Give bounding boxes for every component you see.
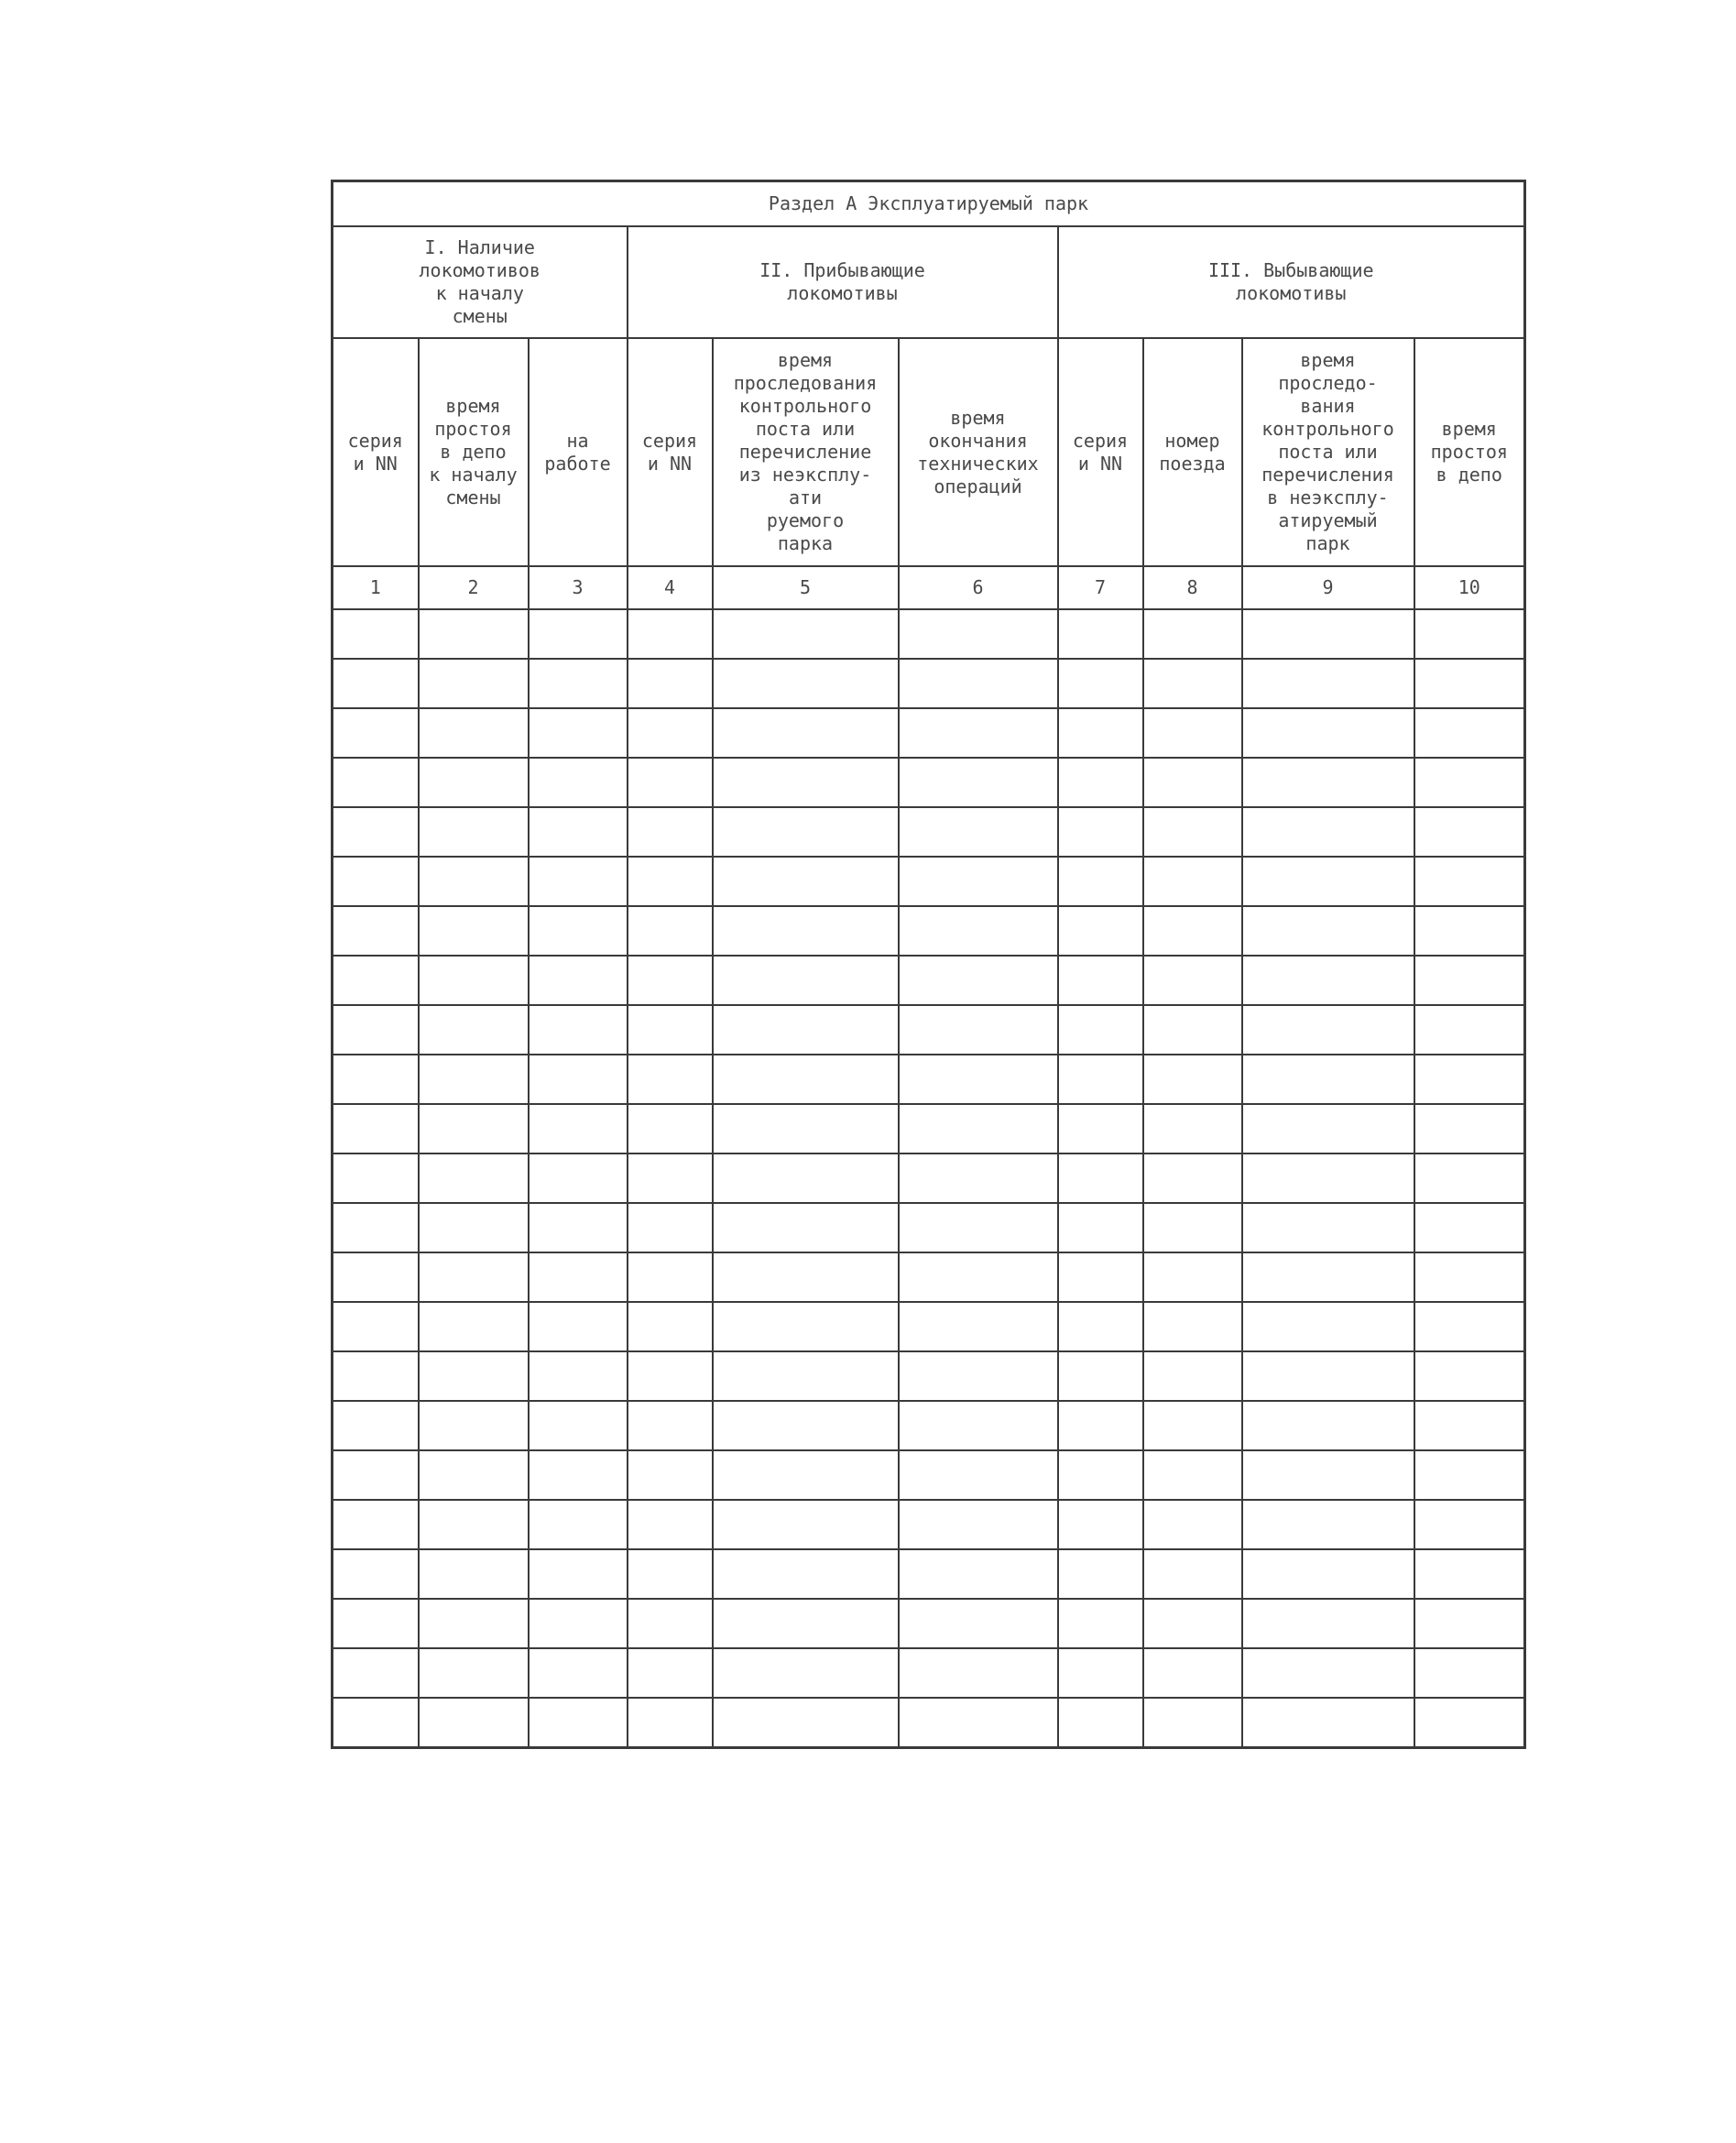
table-row (333, 758, 1525, 807)
empty-entry-cell (713, 758, 899, 807)
empty-entry-cell (529, 1055, 628, 1104)
empty-entry-cell (628, 609, 713, 659)
empty-entry-cell (1414, 906, 1525, 956)
empty-entry-cell (1143, 1450, 1242, 1500)
empty-entry-cell (419, 857, 529, 906)
empty-entry-cell (899, 1698, 1058, 1748)
empty-entry-cell (1242, 1648, 1414, 1698)
empty-entry-cell (713, 906, 899, 956)
empty-entry-cell (1414, 1154, 1525, 1203)
empty-entry-cell (1414, 1500, 1525, 1549)
empty-entry-cell (529, 857, 628, 906)
table-row (333, 708, 1525, 758)
empty-entry-cell (1143, 857, 1242, 906)
empty-entry-cell (1242, 609, 1414, 659)
empty-entry-cell (713, 1203, 899, 1252)
table-row (333, 1154, 1525, 1203)
group-header-arriving: II. Прибывающие локомотивы (628, 226, 1058, 338)
empty-entry-cell (529, 906, 628, 956)
empty-entry-cell (1143, 1351, 1242, 1401)
empty-entry-cell (628, 1450, 713, 1500)
empty-entry-cell (628, 1401, 713, 1450)
empty-entry-cell (1414, 758, 1525, 807)
empty-entry-cell (628, 857, 713, 906)
table-row (333, 1055, 1525, 1104)
empty-entry-cell (419, 1005, 529, 1055)
empty-entry-cell (899, 1055, 1058, 1104)
empty-entry-cell (333, 1203, 419, 1252)
empty-entry-cell (1058, 758, 1143, 807)
empty-entry-cell (628, 1252, 713, 1302)
empty-entry-cell (899, 1401, 1058, 1450)
empty-entry-cell (419, 1599, 529, 1648)
empty-entry-cell (1242, 1055, 1414, 1104)
empty-entry-cell (529, 1203, 628, 1252)
empty-entry-cell (419, 1104, 529, 1154)
empty-entry-cell (1143, 1698, 1242, 1748)
empty-entry-cell (628, 1351, 713, 1401)
empty-entry-cell (419, 1450, 529, 1500)
empty-entry-cell (1058, 906, 1143, 956)
empty-entry-cell (333, 1005, 419, 1055)
empty-entry-cell (1242, 1401, 1414, 1450)
column-header: время окончания технических операций (899, 338, 1058, 566)
empty-entry-cell (419, 807, 529, 857)
column-header: время простоя в депо к началу смены (419, 338, 529, 566)
column-header: номер поезда (1143, 338, 1242, 566)
empty-entry-cell (1242, 758, 1414, 807)
empty-entry-cell (628, 1698, 713, 1748)
empty-entry-cell (419, 956, 529, 1005)
empty-entry-cell (1242, 1500, 1414, 1549)
empty-entry-cell (899, 609, 1058, 659)
empty-entry-cell (1143, 1549, 1242, 1599)
empty-entry-cell (1143, 1104, 1242, 1154)
empty-entry-cell (333, 906, 419, 956)
empty-entry-cell (1058, 1252, 1143, 1302)
empty-entry-cell (1143, 609, 1242, 659)
empty-entry-cell (333, 1401, 419, 1450)
empty-entry-cell (1242, 906, 1414, 956)
column-number: 1 (333, 566, 419, 609)
empty-entry-cell (529, 1698, 628, 1748)
table-row (333, 1351, 1525, 1401)
empty-entry-cell (1414, 1104, 1525, 1154)
empty-entry-cell (1242, 1599, 1414, 1648)
empty-entry-cell (419, 1500, 529, 1549)
empty-entry-cell (1143, 1500, 1242, 1549)
empty-entry-cell (899, 1104, 1058, 1154)
table-row (333, 857, 1525, 906)
empty-entry-cell (1058, 708, 1143, 758)
empty-entry-cell (1414, 1549, 1525, 1599)
table-row (333, 1450, 1525, 1500)
empty-entry-cell (333, 609, 419, 659)
empty-entry-cell (1058, 1450, 1143, 1500)
empty-entry-cell (899, 1302, 1058, 1351)
empty-entry-cell (1242, 659, 1414, 708)
column-header: серия и NN (628, 338, 713, 566)
empty-entry-cell (899, 1154, 1058, 1203)
empty-entry-cell (1058, 1302, 1143, 1351)
empty-entry-cell (1143, 1252, 1242, 1302)
empty-entry-cell (529, 1302, 628, 1351)
empty-entry-cell (1414, 1005, 1525, 1055)
empty-entry-cell (1058, 1351, 1143, 1401)
empty-entry-cell (529, 1154, 628, 1203)
empty-entry-cell (1143, 1203, 1242, 1252)
empty-entry-cell (333, 807, 419, 857)
empty-entry-cell (713, 1104, 899, 1154)
empty-entry-cell (1143, 1154, 1242, 1203)
empty-entry-cell (1143, 1599, 1242, 1648)
column-number: 7 (1058, 566, 1143, 609)
empty-entry-cell (713, 1500, 899, 1549)
table-row (333, 1599, 1525, 1648)
empty-entry-cell (713, 708, 899, 758)
empty-entry-cell (529, 1104, 628, 1154)
empty-entry-cell (1242, 1549, 1414, 1599)
column-header: серия и NN (333, 338, 419, 566)
empty-entry-cell (529, 1351, 628, 1401)
empty-entry-cell (419, 1351, 529, 1401)
empty-entry-cell (713, 1450, 899, 1500)
empty-entry-cell (333, 708, 419, 758)
empty-entry-cell (529, 807, 628, 857)
section-title: Раздел А Эксплуатируемый парк (333, 181, 1525, 227)
table-row (333, 659, 1525, 708)
empty-entry-cell (1414, 956, 1525, 1005)
empty-entry-cell (1143, 1401, 1242, 1450)
empty-entry-cell (628, 708, 713, 758)
empty-entry-cell (419, 1648, 529, 1698)
empty-entry-cell (529, 708, 628, 758)
empty-entry-cell (899, 659, 1058, 708)
empty-entry-cell (628, 1648, 713, 1698)
empty-entry-cell (1414, 1351, 1525, 1401)
empty-entry-cell (1414, 1599, 1525, 1648)
empty-entry-cell (333, 758, 419, 807)
column-number: 4 (628, 566, 713, 609)
empty-entry-cell (1058, 807, 1143, 857)
empty-entry-cell (529, 1599, 628, 1648)
empty-entry-cell (713, 857, 899, 906)
empty-entry-cell (899, 1351, 1058, 1401)
empty-entry-cell (713, 1252, 899, 1302)
table-row (333, 1302, 1525, 1351)
empty-entry-cell (713, 659, 899, 708)
empty-entry-cell (1414, 807, 1525, 857)
empty-entry-cell (529, 659, 628, 708)
empty-entry-cell (899, 1005, 1058, 1055)
empty-entry-cell (333, 1252, 419, 1302)
empty-entry-cell (419, 659, 529, 708)
empty-entry-cell (333, 1549, 419, 1599)
empty-entry-cell (628, 1302, 713, 1351)
column-header: время простоя в депо (1414, 338, 1525, 566)
empty-entry-cell (1058, 1104, 1143, 1154)
empty-entry-cell (628, 1203, 713, 1252)
table-row (333, 1500, 1525, 1549)
empty-entry-cell (1242, 1104, 1414, 1154)
empty-entry-cell (333, 1104, 419, 1154)
table-row (333, 1549, 1525, 1599)
empty-entry-cell (529, 1648, 628, 1698)
empty-entry-cell (713, 956, 899, 1005)
empty-entry-cell (1414, 609, 1525, 659)
empty-entry-cell (419, 1055, 529, 1104)
empty-entry-cell (419, 1401, 529, 1450)
empty-entry-cell (1143, 956, 1242, 1005)
empty-entry-cell (333, 1450, 419, 1500)
empty-entry-cell (1058, 1648, 1143, 1698)
empty-entry-cell (1058, 857, 1143, 906)
empty-entry-cell (1414, 659, 1525, 708)
empty-entry-cell (1414, 1055, 1525, 1104)
empty-entry-cell (1143, 1648, 1242, 1698)
column-number: 6 (899, 566, 1058, 609)
empty-entry-cell (1058, 659, 1143, 708)
empty-entry-cell (899, 1203, 1058, 1252)
empty-entry-cell (628, 807, 713, 857)
empty-entry-cell (713, 1302, 899, 1351)
empty-entry-cell (628, 659, 713, 708)
empty-entry-cell (1414, 1648, 1525, 1698)
empty-entry-cell (628, 1500, 713, 1549)
empty-entry-cell (333, 1351, 419, 1401)
column-header: время проследования контрольного поста или перечисление из неэксплу- ати руемого парка (713, 338, 899, 566)
empty-entry-cell (1143, 1005, 1242, 1055)
empty-entry-cell (1242, 807, 1414, 857)
empty-entry-cell (1058, 609, 1143, 659)
empty-entry-cell (333, 1500, 419, 1549)
empty-entry-cell (419, 1154, 529, 1203)
empty-entry-cell (419, 1302, 529, 1351)
empty-entry-cell (1414, 1401, 1525, 1450)
empty-entry-cell (529, 758, 628, 807)
empty-entry-cell (899, 1549, 1058, 1599)
empty-entry-cell (1242, 857, 1414, 906)
empty-entry-cell (529, 609, 628, 659)
empty-entry-cell (899, 956, 1058, 1005)
empty-entry-cell (628, 906, 713, 956)
empty-entry-cell (1414, 1302, 1525, 1351)
table-row (333, 956, 1525, 1005)
empty-entry-cell (419, 1698, 529, 1748)
empty-entry-cell (1058, 1401, 1143, 1450)
empty-entry-cell (1143, 758, 1242, 807)
empty-entry-cell (333, 1648, 419, 1698)
empty-entry-cell (1242, 1302, 1414, 1351)
empty-entry-cell (713, 609, 899, 659)
empty-entry-cell (1414, 1450, 1525, 1500)
empty-entry-cell (899, 807, 1058, 857)
empty-entry-cell (419, 1252, 529, 1302)
empty-entry-cell (628, 1549, 713, 1599)
empty-entry-cell (529, 956, 628, 1005)
empty-entry-cell (1143, 807, 1242, 857)
empty-entry-cell (628, 1154, 713, 1203)
group-header-departing: III. Выбывающие локомотивы (1058, 226, 1525, 338)
empty-entry-cell (1143, 1055, 1242, 1104)
empty-entry-cell (899, 1648, 1058, 1698)
empty-entry-cell (1058, 1549, 1143, 1599)
empty-entry-cell (1242, 956, 1414, 1005)
empty-entry-cell (628, 956, 713, 1005)
empty-entry-cell (529, 1401, 628, 1450)
column-number: 5 (713, 566, 899, 609)
column-number: 10 (1414, 566, 1525, 609)
empty-entry-cell (529, 1005, 628, 1055)
table-row (333, 1252, 1525, 1302)
empty-entry-cell (333, 1154, 419, 1203)
table-row (333, 609, 1525, 659)
empty-entry-cell (1242, 1351, 1414, 1401)
empty-entry-cell (1058, 1203, 1143, 1252)
empty-entry-cell (628, 1055, 713, 1104)
empty-entry-cell (419, 609, 529, 659)
empty-entry-cell (899, 1599, 1058, 1648)
locomotive-form-table (331, 180, 1526, 1749)
empty-entry-cell (1242, 1450, 1414, 1500)
empty-entry-cell (713, 1648, 899, 1698)
empty-entry-cell (419, 1203, 529, 1252)
column-number: 9 (1242, 566, 1414, 609)
empty-entry-cell (333, 659, 419, 708)
column-header: время проследо- вания контрольного поста или перечисления в неэксплу- атируемый парк (1242, 338, 1414, 566)
empty-entry-cell (713, 1055, 899, 1104)
empty-entry-cell (713, 807, 899, 857)
empty-entry-cell (628, 758, 713, 807)
empty-entry-cell (628, 1005, 713, 1055)
empty-entry-cell (1143, 708, 1242, 758)
empty-entry-cell (1143, 1302, 1242, 1351)
empty-entry-cell (899, 906, 1058, 956)
empty-entry-cell (713, 1549, 899, 1599)
empty-entry-cell (1058, 1599, 1143, 1648)
table-row (333, 1698, 1525, 1748)
column-number: 2 (419, 566, 529, 609)
empty-entry-cell (529, 1500, 628, 1549)
empty-entry-cell (628, 1599, 713, 1648)
empty-entry-cell (713, 1401, 899, 1450)
empty-entry-cell (899, 1500, 1058, 1549)
empty-entry-cell (1242, 1252, 1414, 1302)
group-header-availability: I. Наличие локомотивов к началу смены (333, 226, 628, 338)
empty-entry-cell (333, 857, 419, 906)
empty-entry-cell (1414, 1252, 1525, 1302)
empty-entry-cell (1414, 708, 1525, 758)
empty-entry-cell (899, 857, 1058, 906)
empty-entry-cell (1058, 1005, 1143, 1055)
empty-entry-cell (333, 1055, 419, 1104)
column-header: на работе (529, 338, 628, 566)
column-number: 8 (1143, 566, 1242, 609)
table-row (333, 1005, 1525, 1055)
empty-entry-cell (529, 1252, 628, 1302)
empty-entry-cell (1414, 1203, 1525, 1252)
empty-entry-cell (1242, 1203, 1414, 1252)
empty-entry-cell (529, 1450, 628, 1500)
empty-entry-cell (333, 1698, 419, 1748)
empty-entry-cell (899, 1252, 1058, 1302)
empty-entry-cell (1058, 1055, 1143, 1104)
empty-entry-cell (713, 1599, 899, 1648)
empty-entry-cell (1143, 906, 1242, 956)
empty-entry-cell (1242, 1154, 1414, 1203)
empty-entry-cell (1058, 956, 1143, 1005)
empty-entry-cell (1242, 708, 1414, 758)
column-number: 3 (529, 566, 628, 609)
empty-entry-cell (713, 1698, 899, 1748)
empty-entry-cell (1414, 857, 1525, 906)
empty-entry-cell (713, 1154, 899, 1203)
empty-entry-cell (713, 1005, 899, 1055)
empty-entry-cell (1242, 1698, 1414, 1748)
table-row (333, 1401, 1525, 1450)
empty-entry-cell (529, 1549, 628, 1599)
empty-entry-cell (1414, 1698, 1525, 1748)
column-header: серия и NN (1058, 338, 1143, 566)
empty-entry-cell (899, 1450, 1058, 1500)
empty-entry-cell (713, 1351, 899, 1401)
table-row (333, 906, 1525, 956)
table-row (333, 807, 1525, 857)
table-row (333, 1104, 1525, 1154)
table-row (333, 1648, 1525, 1698)
empty-entry-cell (419, 1549, 529, 1599)
empty-entry-cell (1143, 659, 1242, 708)
empty-entry-cell (333, 1599, 419, 1648)
empty-entry-cell (1058, 1500, 1143, 1549)
empty-entry-cell (899, 708, 1058, 758)
empty-entry-cell (419, 708, 529, 758)
empty-entry-cell (899, 758, 1058, 807)
empty-entry-cell (419, 758, 529, 807)
empty-entry-cell (333, 1302, 419, 1351)
empty-entry-cell (1058, 1154, 1143, 1203)
empty-entry-cell (628, 1104, 713, 1154)
empty-entry-cell (1242, 1005, 1414, 1055)
empty-entry-cell (1058, 1698, 1143, 1748)
table-row (333, 1203, 1525, 1252)
empty-entry-cell (333, 956, 419, 1005)
empty-entry-cell (419, 906, 529, 956)
